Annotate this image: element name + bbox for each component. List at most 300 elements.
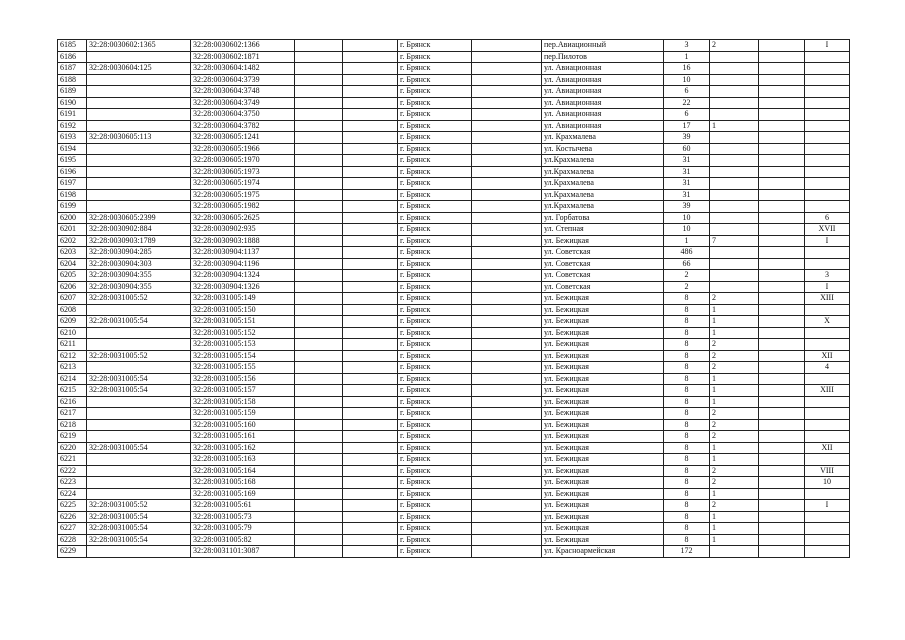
cell-empty [759, 454, 805, 466]
cell-empty [295, 408, 343, 420]
cell-empty [295, 316, 343, 328]
cell-empty [295, 362, 343, 374]
cell-room-number [805, 155, 850, 167]
cell-street: ул. Авиационная [542, 109, 664, 121]
cell-house-number: 17 [664, 120, 710, 132]
cell-parent-cadastral-number [87, 477, 191, 489]
cell-city: г. Брянск [398, 454, 472, 466]
cell-empty [759, 40, 805, 52]
cell-empty [472, 212, 542, 224]
cell-empty [759, 293, 805, 305]
cell-empty [472, 385, 542, 397]
cell-parent-cadastral-number [87, 488, 191, 500]
cell-record-number: 6229 [58, 546, 87, 558]
table-row [58, 327, 850, 339]
cell-city: г. Брянск [398, 465, 472, 477]
cell-street: ул. Советская [542, 281, 664, 293]
cell-room-number [805, 143, 850, 155]
cell-room-number [805, 511, 850, 523]
cell-unit-number: 2 [710, 362, 759, 374]
cell-record-number: 6220 [58, 442, 87, 454]
cell-empty [472, 189, 542, 201]
cell-empty [295, 431, 343, 443]
cell-cadastral-number: 32:28:0030904:1324 [191, 270, 295, 282]
cell-unit-number [710, 178, 759, 190]
cell-house-number: 8 [664, 523, 710, 535]
cell-room-number [805, 120, 850, 132]
cell-record-number: 6206 [58, 281, 87, 293]
cell-street: ул.Крахмалева [542, 201, 664, 213]
cell-house-number: 8 [664, 488, 710, 500]
cell-empty [343, 304, 398, 316]
cell-empty [343, 442, 398, 454]
cell-empty [343, 201, 398, 213]
cell-record-number: 6210 [58, 327, 87, 339]
cell-empty [295, 109, 343, 121]
cell-empty [472, 523, 542, 535]
cell-city: г. Брянск [398, 224, 472, 236]
cell-parent-cadastral-number: 32:28:0030602:1365 [87, 40, 191, 52]
cell-room-number: 6 [805, 212, 850, 224]
cell-record-number: 6217 [58, 408, 87, 420]
cell-room-number [805, 304, 850, 316]
cell-empty [759, 523, 805, 535]
cell-record-number: 6202 [58, 235, 87, 247]
cell-empty [759, 350, 805, 362]
cell-empty [295, 500, 343, 512]
cell-room-number [805, 408, 850, 420]
cell-empty [472, 224, 542, 236]
cell-house-number: 6 [664, 86, 710, 98]
cell-empty [472, 477, 542, 489]
cell-empty [343, 97, 398, 109]
cell-cadastral-number: 32:28:0031005:158 [191, 396, 295, 408]
cell-empty [472, 155, 542, 167]
cell-parent-cadastral-number [87, 304, 191, 316]
cell-empty [343, 247, 398, 259]
cell-street: ул. Костычева [542, 143, 664, 155]
cell-record-number: 6212 [58, 350, 87, 362]
cell-cadastral-number: 32:28:0030904:1137 [191, 247, 295, 259]
table-row [58, 350, 850, 362]
cell-house-number: 8 [664, 431, 710, 443]
cell-empty [472, 488, 542, 500]
cell-empty [759, 385, 805, 397]
cell-house-number: 8 [664, 477, 710, 489]
cell-house-number: 10 [664, 74, 710, 86]
cell-city: г. Брянск [398, 189, 472, 201]
cell-empty [759, 270, 805, 282]
cell-empty [295, 86, 343, 98]
cell-empty [343, 63, 398, 75]
table-row [58, 511, 850, 523]
table-row [58, 281, 850, 293]
cell-empty [343, 385, 398, 397]
cell-empty [343, 500, 398, 512]
cell-unit-number: 1 [710, 396, 759, 408]
cell-empty [295, 97, 343, 109]
table-row [58, 500, 850, 512]
cell-record-number: 6199 [58, 201, 87, 213]
cell-city: г. Брянск [398, 408, 472, 420]
cell-city: г. Брянск [398, 51, 472, 63]
cell-empty [343, 523, 398, 535]
cell-empty [759, 431, 805, 443]
table-row [58, 189, 850, 201]
cell-empty [472, 534, 542, 546]
cell-city: г. Брянск [398, 339, 472, 351]
cell-empty [472, 97, 542, 109]
cell-room-number [805, 51, 850, 63]
cell-record-number: 6192 [58, 120, 87, 132]
cell-empty [295, 132, 343, 144]
cell-house-number: 8 [664, 350, 710, 362]
cell-room-number [805, 419, 850, 431]
table-row [58, 419, 850, 431]
cell-house-number: 8 [664, 408, 710, 420]
cell-city: г. Брянск [398, 155, 472, 167]
cell-unit-number [710, 224, 759, 236]
table-row [58, 408, 850, 420]
cell-empty [759, 155, 805, 167]
cell-unit-number [710, 166, 759, 178]
cell-record-number: 6225 [58, 500, 87, 512]
cell-parent-cadastral-number [87, 396, 191, 408]
cell-city: г. Брянск [398, 109, 472, 121]
cell-city: г. Брянск [398, 132, 472, 144]
cell-empty [343, 362, 398, 374]
cell-house-number: 16 [664, 63, 710, 75]
cell-city: г. Брянск [398, 120, 472, 132]
cell-room-number [805, 396, 850, 408]
cell-parent-cadastral-number [87, 51, 191, 63]
cell-city: г. Брянск [398, 546, 472, 558]
cell-room-number: X [805, 316, 850, 328]
cell-unit-number: 2 [710, 431, 759, 443]
cell-city: г. Брянск [398, 431, 472, 443]
cell-empty [295, 258, 343, 270]
cell-house-number: 6 [664, 109, 710, 121]
cell-cadastral-number: 32:28:0031005:155 [191, 362, 295, 374]
cell-empty [343, 166, 398, 178]
cell-street: ул. Бежицкая [542, 523, 664, 535]
cell-empty [472, 419, 542, 431]
cell-parent-cadastral-number: 32:28:0031005:54 [87, 316, 191, 328]
cell-street: ул. Бежицкая [542, 373, 664, 385]
cell-record-number: 6195 [58, 155, 87, 167]
table-row [58, 339, 850, 351]
cell-parent-cadastral-number [87, 431, 191, 443]
cell-parent-cadastral-number: 32:28:0031005:54 [87, 385, 191, 397]
cell-empty [472, 132, 542, 144]
cell-unit-number [710, 97, 759, 109]
cell-city: г. Брянск [398, 247, 472, 259]
cell-parent-cadastral-number: 32:28:0031005:54 [87, 511, 191, 523]
cell-empty [295, 201, 343, 213]
cell-record-number: 6191 [58, 109, 87, 121]
cell-unit-number [710, 281, 759, 293]
cell-empty [343, 132, 398, 144]
cell-parent-cadastral-number [87, 419, 191, 431]
cell-room-number [805, 132, 850, 144]
table-row [58, 132, 850, 144]
cell-room-number: XIII [805, 385, 850, 397]
cell-empty [759, 373, 805, 385]
cell-street: ул. Авиационная [542, 63, 664, 75]
cell-unit-number: 1 [710, 120, 759, 132]
cell-parent-cadastral-number [87, 339, 191, 351]
cell-city: г. Брянск [398, 362, 472, 374]
table-row [58, 316, 850, 328]
cell-street: ул. Авиационная [542, 97, 664, 109]
cell-unit-number: 2 [710, 293, 759, 305]
cell-unit-number: 1 [710, 442, 759, 454]
cell-cadastral-number: 32:28:0030605:1241 [191, 132, 295, 144]
cell-unit-number: 2 [710, 40, 759, 52]
cell-unit-number [710, 201, 759, 213]
cell-empty [295, 465, 343, 477]
cell-cadastral-number: 32:28:0030902:935 [191, 224, 295, 236]
cell-cadastral-number: 32:28:0030604:3750 [191, 109, 295, 121]
cell-record-number: 6189 [58, 86, 87, 98]
cell-cadastral-number: 32:28:0030604:1482 [191, 63, 295, 75]
cell-room-number: 10 [805, 477, 850, 489]
cell-parent-cadastral-number: 32:28:0030605:113 [87, 132, 191, 144]
cell-empty [472, 247, 542, 259]
cell-empty [343, 327, 398, 339]
cell-empty [472, 431, 542, 443]
cell-record-number: 6213 [58, 362, 87, 374]
cell-empty [759, 247, 805, 259]
cell-house-number: 31 [664, 189, 710, 201]
cell-unit-number: 1 [710, 304, 759, 316]
cell-unit-number [710, 74, 759, 86]
table-row [58, 396, 850, 408]
cell-empty [472, 74, 542, 86]
cell-city: г. Брянск [398, 293, 472, 305]
cell-house-number: 8 [664, 316, 710, 328]
table-row [58, 373, 850, 385]
cell-cadastral-number: 32:28:0031005:157 [191, 385, 295, 397]
cell-parent-cadastral-number [87, 362, 191, 374]
cell-parent-cadastral-number [87, 97, 191, 109]
cell-room-number [805, 454, 850, 466]
cell-empty [343, 212, 398, 224]
cell-city: г. Брянск [398, 488, 472, 500]
cell-empty [343, 74, 398, 86]
cell-room-number [805, 258, 850, 270]
cell-city: г. Брянск [398, 166, 472, 178]
cell-cadastral-number: 32:28:0030605:1982 [191, 201, 295, 213]
cell-unit-number: 2 [710, 500, 759, 512]
cell-cadastral-number: 32:28:0031005:150 [191, 304, 295, 316]
cell-cadastral-number: 32:28:0030605:1966 [191, 143, 295, 155]
cell-street: ул.Крахмалева [542, 166, 664, 178]
cell-record-number: 6211 [58, 339, 87, 351]
cell-house-number: 66 [664, 258, 710, 270]
cell-street: ул. Бежицкая [542, 362, 664, 374]
table-row [58, 166, 850, 178]
cell-street: пер.Авиационный [542, 40, 664, 52]
cell-house-number: 8 [664, 500, 710, 512]
cell-unit-number [710, 132, 759, 144]
cell-empty [472, 442, 542, 454]
cell-record-number: 6204 [58, 258, 87, 270]
cell-unit-number: 2 [710, 419, 759, 431]
cell-cadastral-number: 32:28:0031005:154 [191, 350, 295, 362]
cell-street: ул. Бежицкая [542, 293, 664, 305]
cell-cadastral-number: 32:28:0031005:169 [191, 488, 295, 500]
cell-unit-number: 1 [710, 327, 759, 339]
cell-empty [295, 51, 343, 63]
cell-city: г. Брянск [398, 500, 472, 512]
cell-empty [343, 120, 398, 132]
cell-city: г. Брянск [398, 74, 472, 86]
cell-house-number: 22 [664, 97, 710, 109]
cell-city: г. Брянск [398, 523, 472, 535]
cell-empty [295, 293, 343, 305]
cell-empty [472, 373, 542, 385]
cell-empty [472, 86, 542, 98]
cell-empty [343, 534, 398, 546]
cell-street: ул. Бежицкая [542, 350, 664, 362]
cell-empty [472, 293, 542, 305]
table-row [58, 270, 850, 282]
cell-room-number [805, 63, 850, 75]
cell-empty [759, 86, 805, 98]
cell-parent-cadastral-number [87, 201, 191, 213]
cell-empty [343, 235, 398, 247]
cell-empty [759, 477, 805, 489]
cell-room-number: I [805, 235, 850, 247]
cell-street: ул. Крахмалева [542, 132, 664, 144]
cell-empty [295, 224, 343, 236]
cell-empty [472, 270, 542, 282]
cell-empty [759, 224, 805, 236]
cell-record-number: 6216 [58, 396, 87, 408]
cell-cadastral-number: 32:28:0031005:163 [191, 454, 295, 466]
cell-room-number [805, 431, 850, 443]
cell-empty [295, 442, 343, 454]
cell-empty [295, 396, 343, 408]
cell-unit-number: 2 [710, 408, 759, 420]
cell-unit-number: 1 [710, 373, 759, 385]
cell-room-number: 4 [805, 362, 850, 374]
cell-street: ул.Крахмалева [542, 189, 664, 201]
cell-unit-number: 1 [710, 454, 759, 466]
cell-empty [472, 546, 542, 558]
cell-empty [759, 109, 805, 121]
cell-unit-number [710, 212, 759, 224]
cell-house-number: 10 [664, 224, 710, 236]
cell-record-number: 6197 [58, 178, 87, 190]
cell-empty [343, 511, 398, 523]
cell-empty [343, 454, 398, 466]
cell-parent-cadastral-number: 32:28:0030904:355 [87, 270, 191, 282]
table-row [58, 97, 850, 109]
cell-record-number: 6207 [58, 293, 87, 305]
cell-street: ул.Крахмалева [542, 178, 664, 190]
cell-empty [472, 235, 542, 247]
cell-street: ул. Бежицкая [542, 339, 664, 351]
cell-record-number: 6205 [58, 270, 87, 282]
cell-parent-cadastral-number: 32:28:0031005:54 [87, 523, 191, 535]
cell-house-number: 8 [664, 534, 710, 546]
cell-empty [343, 408, 398, 420]
cell-empty [343, 350, 398, 362]
cell-record-number: 6227 [58, 523, 87, 535]
cell-empty [343, 488, 398, 500]
cell-city: г. Брянск [398, 385, 472, 397]
cell-record-number: 6218 [58, 419, 87, 431]
cell-cadastral-number: 32:28:0030604:3739 [191, 74, 295, 86]
cell-parent-cadastral-number: 32:28:0030904:303 [87, 258, 191, 270]
table-row [58, 293, 850, 305]
cell-empty [472, 454, 542, 466]
cell-empty [295, 247, 343, 259]
cell-unit-number [710, 143, 759, 155]
cell-empty [759, 419, 805, 431]
cell-street: ул. Советская [542, 270, 664, 282]
cell-empty [472, 396, 542, 408]
cell-street: ул. Бежицкая [542, 511, 664, 523]
cell-house-number: 2 [664, 281, 710, 293]
cell-city: г. Брянск [398, 304, 472, 316]
cell-unit-number [710, 546, 759, 558]
cell-unit-number: 1 [710, 523, 759, 535]
cell-empty [295, 212, 343, 224]
cell-house-number: 39 [664, 132, 710, 144]
cell-parent-cadastral-number: 32:28:0030904:285 [87, 247, 191, 259]
cell-room-number [805, 534, 850, 546]
cell-room-number: I [805, 500, 850, 512]
table-row [58, 546, 850, 558]
cell-empty [295, 546, 343, 558]
cell-empty [759, 339, 805, 351]
cell-empty [343, 281, 398, 293]
cell-empty [759, 488, 805, 500]
cell-empty [295, 511, 343, 523]
table-row [58, 442, 850, 454]
cell-empty [759, 327, 805, 339]
cell-city: г. Брянск [398, 86, 472, 98]
cell-empty [295, 40, 343, 52]
cell-city: г. Брянск [398, 235, 472, 247]
cell-city: г. Брянск [398, 442, 472, 454]
cell-empty [343, 40, 398, 52]
cell-empty [472, 201, 542, 213]
cell-empty [759, 51, 805, 63]
cell-empty [295, 385, 343, 397]
cell-empty [759, 534, 805, 546]
cell-record-number: 6215 [58, 385, 87, 397]
cell-city: г. Брянск [398, 97, 472, 109]
cell-street: пер.Пилотов [542, 51, 664, 63]
cell-empty [295, 270, 343, 282]
cell-city: г. Брянск [398, 258, 472, 270]
cell-empty [472, 120, 542, 132]
cell-empty [295, 143, 343, 155]
cell-empty [472, 511, 542, 523]
cell-house-number: 8 [664, 511, 710, 523]
cell-empty [295, 74, 343, 86]
cell-record-number: 6226 [58, 511, 87, 523]
table-row [58, 431, 850, 443]
cell-empty [343, 155, 398, 167]
cell-record-number: 6201 [58, 224, 87, 236]
cell-empty [759, 465, 805, 477]
cell-cadastral-number: 32:28:0030605:1974 [191, 178, 295, 190]
